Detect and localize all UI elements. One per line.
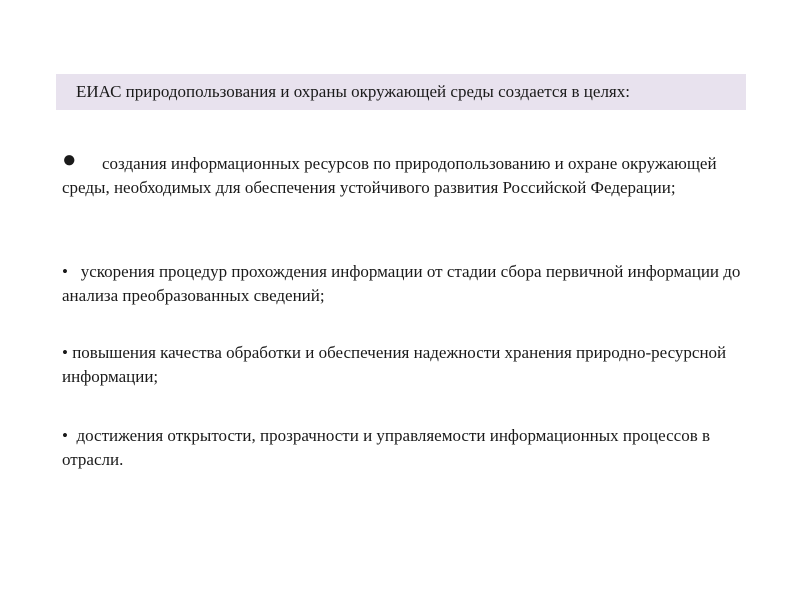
list-item-text: повышения качества обработки и обеспечения надежности хранения природно-ресурсной информации;	[62, 343, 727, 386]
header-band	[56, 74, 746, 110]
list-item	[62, 424, 752, 472]
list-item-text: ускорения процедур прохождения информации от стадии сбора первичной информации до анализа преобразованных сведений;	[62, 262, 741, 305]
list-item-text: создания информационных ресурсов по природопользованию и охране окружающей среды, необходимых для обеспечения устойчивого развития Российской Федерации;	[62, 154, 717, 197]
bullet-icon: ●	[62, 147, 77, 173]
list-item-text: достижения открытости, прозрачности и управляемости информационных процессов в отрасли.	[62, 426, 710, 469]
bullet-icon: •	[62, 343, 68, 362]
slide-title: ЕИАС природопользования и охраны окружающей среды создается в целях:	[76, 82, 630, 101]
list-item	[62, 341, 752, 389]
list-item	[62, 260, 752, 308]
bullet-icon: •	[62, 262, 68, 281]
bullet-icon: •	[62, 426, 68, 445]
list-item	[62, 148, 752, 200]
